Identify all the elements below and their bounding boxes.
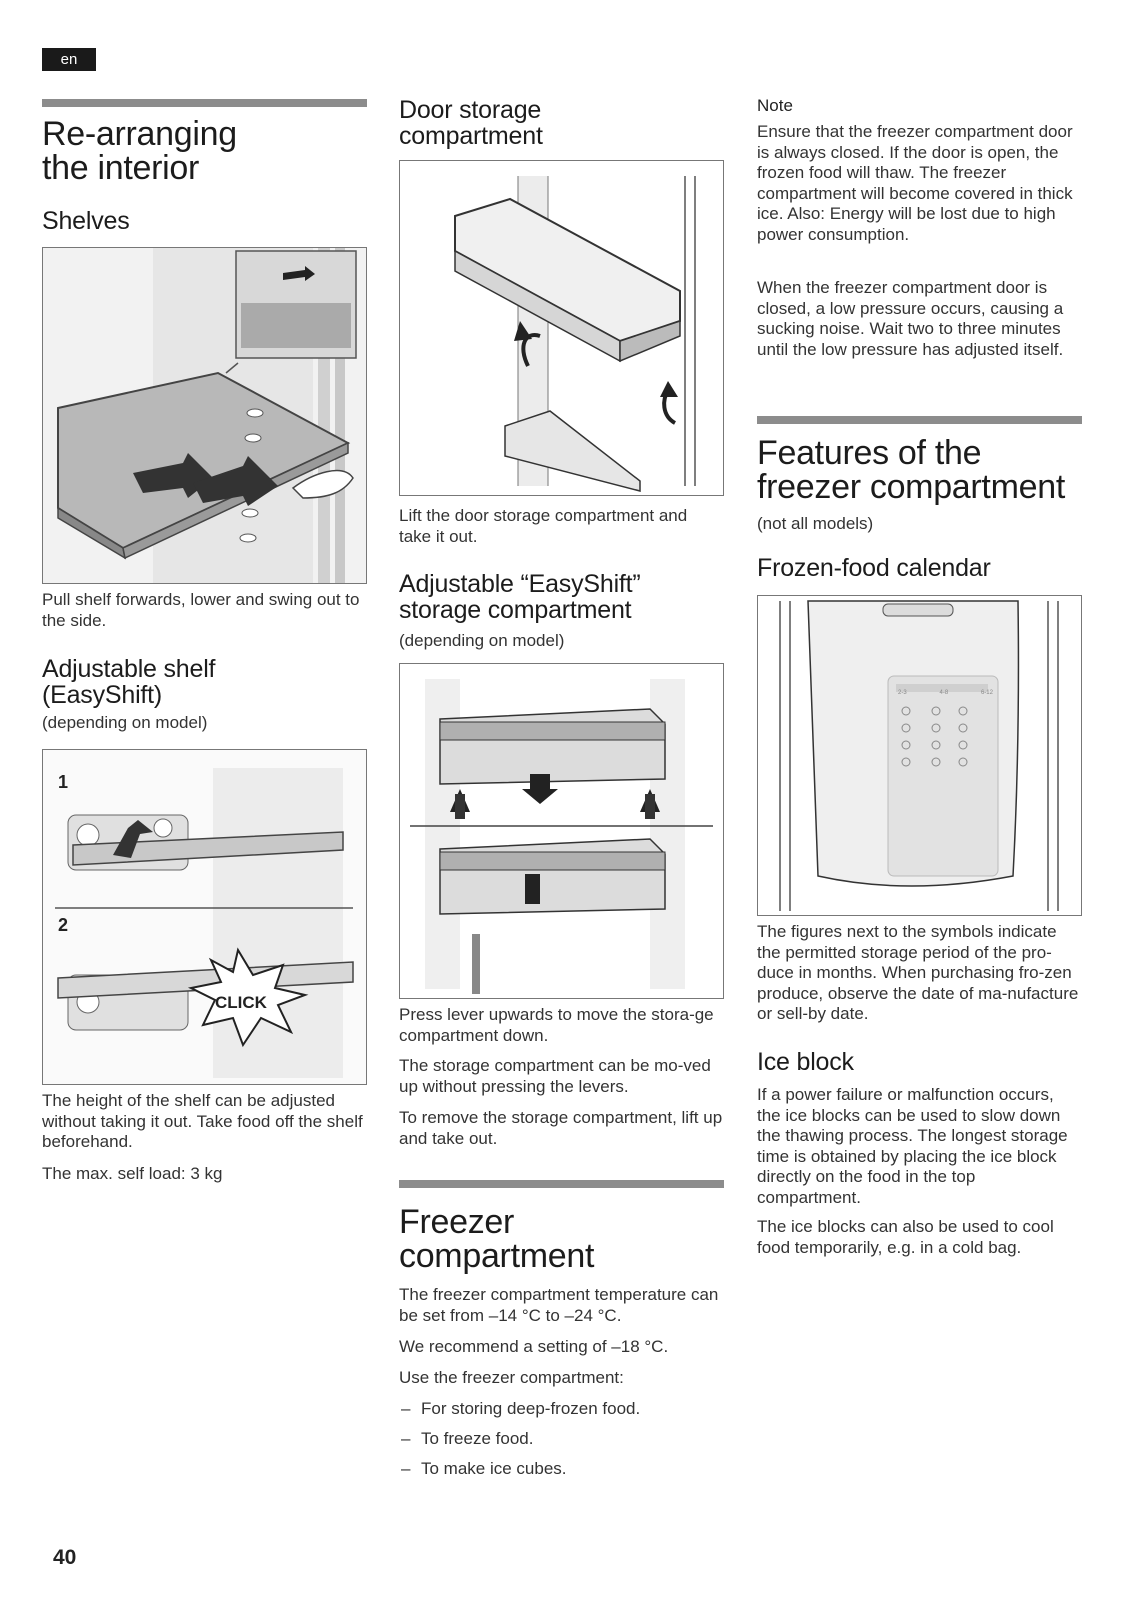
page-number: 40: [53, 1546, 77, 1569]
freezer-compartment-heading: Freezer compartment: [399, 1203, 595, 1275]
easyshift-shelf-paragraph-2: The max. self load: 3 kg: [42, 1164, 223, 1183]
easyshift-shelf-paragraph-1: The height of the shelf can be adjusted without taking it out. Take food off the shelf beforehand.: [42, 1091, 363, 1151]
ice-block-paragraph-2: The ice blocks can also be used to cool food temporarily, e.g. in a cold bag.: [757, 1217, 1054, 1257]
easyshift-shelf-subtitle: (depending on model): [42, 713, 208, 732]
easyshift-shelf-heading: Adjustable shelf (EasyShift): [42, 655, 216, 709]
step-2-label: 2: [58, 915, 69, 935]
easyshift-compartment-illustration: [399, 663, 724, 999]
freezer-paragraph-3: Use the freezer compartment:: [399, 1368, 624, 1387]
calendar-paragraph: The figures next to the symbols indicate the permitted storage period of the pro-duce in months. When purchasing fro-zen produce, observe the date of ma-nufacture or sell-by date.: [757, 922, 1079, 1023]
door-storage-illustration: [399, 160, 724, 496]
features-subtitle: (not all models): [757, 514, 874, 533]
list-item: – To freeze food.: [399, 1429, 724, 1449]
shelves-heading: Shelves: [42, 207, 130, 235]
easyshift-compartment-subtitle: (depending on model): [399, 631, 565, 650]
calendar-label-medium: 4-8: [939, 690, 949, 696]
list-item: – For storing deep-frozen food.: [399, 1399, 724, 1419]
ice-block-heading: Ice block: [757, 1048, 854, 1076]
frozen-food-calendar-heading: Frozen-food calendar: [757, 554, 991, 582]
features-heading: Features of the freezer compartment: [757, 434, 1065, 506]
ice-block-paragraph-1: If a power failure or malfunction occurs, the ice blocks can be used to slow down the thawing process. The longest storage time is obtained by placing the ice block directly on the food in the top compartment.: [757, 1085, 1068, 1207]
easyshift-compartment-heading: Adjustable “EasyShift” storage compartment: [399, 570, 641, 624]
section-rule: [42, 99, 367, 107]
calendar-period-labels: [898, 690, 993, 696]
section-rule: [399, 1180, 724, 1188]
easyshift-compartment-paragraph-1: Press lever upwards to move the stora-ge compartment down.: [399, 1005, 714, 1045]
section-rule: [757, 416, 1082, 424]
click-label: CLICK: [215, 993, 267, 1012]
note-heading: Note: [757, 96, 793, 115]
list-item: – To make ice cubes.: [399, 1459, 724, 1479]
step-1-label: 1: [58, 772, 69, 792]
note-paragraph-1: Ensure that the freezer compartment door is always closed. If the door is open, the frozen food will thaw. The freezer compartment will become covered in thick ice. Also: Energy will be lost due to high power consumption.: [757, 122, 1073, 244]
section-title-rearranging: Re-arranging the interior: [42, 115, 237, 187]
shelf-removal-illustration: [42, 247, 367, 584]
calendar-label-short: 2-3: [898, 690, 907, 696]
frozen-food-calendar-illustration: [757, 595, 1082, 916]
door-storage-caption: Lift the door storage compartment and take it out.: [399, 506, 688, 546]
door-storage-heading: Door storage compartment: [399, 96, 543, 150]
freezer-paragraph-1: The freezer compartment temperature can be set from –14 °C to –24 °C.: [399, 1285, 719, 1325]
easyshift-shelf-illustration: [42, 749, 367, 1085]
calendar-label-long: 6-12: [980, 690, 993, 696]
easyshift-compartment-paragraph-3: To remove the storage compartment, lift up and take out.: [399, 1108, 723, 1148]
note-paragraph-2: When the freezer compartment door is closed, a low pressure occurs, causing a sucking noise. Wait two to three minutes until the low pressure has adjusted itself.: [757, 278, 1064, 359]
freezer-use-list: [399, 1399, 724, 1489]
shelves-caption: Pull shelf forwards, lower and swing out to the side.: [42, 590, 360, 630]
freezer-paragraph-2: We recommend a setting of –18 °C.: [399, 1337, 669, 1356]
language-badge: en: [42, 48, 96, 71]
easyshift-compartment-paragraph-2: The storage compartment can be mo-ved up without pressing the levers.: [399, 1056, 711, 1096]
